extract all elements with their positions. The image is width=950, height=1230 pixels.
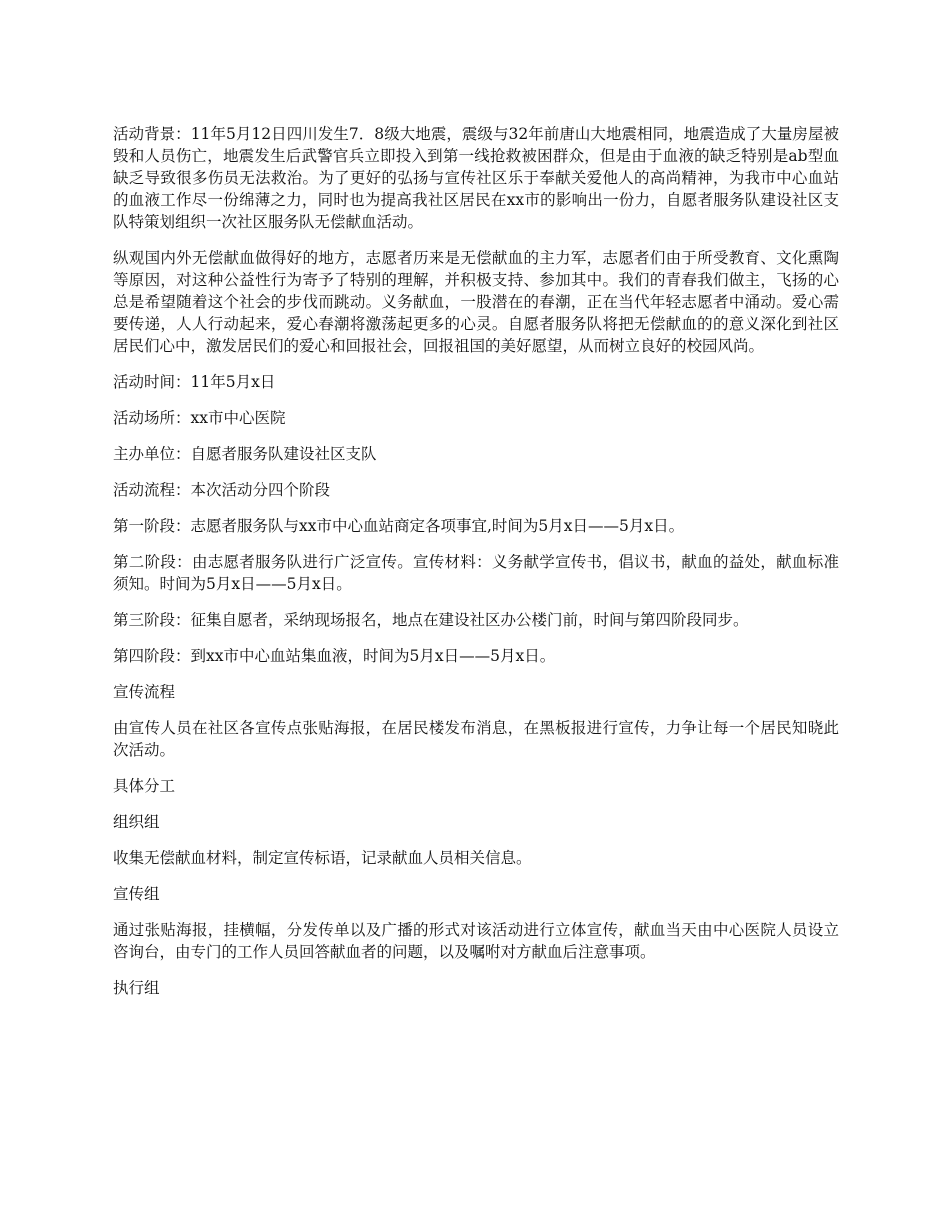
- paragraph-stage-3: 第三阶段：征集自愿者，采纳现场报名，地点在建设社区办公楼门前，时间与第四阶段同步。: [113, 611, 749, 629]
- document-body: [113, 123, 839, 1013]
- heading-division-of-work: 具体分工: [113, 777, 176, 795]
- paragraph-organizer: 主办单位：自愿者服务队建设社区支队: [113, 445, 377, 463]
- paragraph-publicity-group: 通过张贴海报，挂横幅，分发传单以及广播的形式对该活动进行立体宣传，献血当天由中心医院人员设立咨询台，由专门的工作人员回答献血者的问题，以及嘱咐对方献血后注意事项。: [113, 921, 839, 961]
- paragraph-activity-time: 活动时间：11年5月x日: [113, 373, 276, 391]
- paragraph-activity-venue: 活动场所：xx市中心医院: [113, 409, 286, 427]
- heading-publicity-group: 宣传组: [113, 885, 160, 903]
- paragraph-stage-4: 第四阶段：到xx市中心血站集血液，时间为5月x日——5月x日。: [113, 647, 556, 665]
- paragraph-stage-2: 第二阶段：由志愿者服务队进行广泛宣传。宣传材料：义务献学宣传书，倡议书，献血的益处，献血标准须知。时间为5月x日——5月x日。: [113, 553, 839, 593]
- heading-organizing-group: 组织组: [113, 813, 160, 831]
- heading-execution-group: 执行组: [113, 979, 160, 997]
- paragraph-stage-1: 第一阶段：志愿者服务队与xx市中心血站商定各项事宜,时间为5月x日——5月x日。: [113, 517, 685, 535]
- paragraph-background: 活动背景：11年5月12日四川发生7．8级大地震，震级与32年前唐山大地震相同，地震造成了大量房屋被毁和人员伤亡，地震发生后武警官兵立即投入到第一线抢救被困群众，但是由于血液的缺乏特别是ab型血缺乏导致很多伤员无法救治。为了更好的弘扬与宣传社区乐于奉献关爱他人的高尚精神，为我市中心血站的血液工作尽一份绵薄之力，同时也为提高我社区居民在xx市的影响出一份力，自愿者服务队建设社区支队特策划组织一次社区服务队无偿献血活动。: [113, 125, 839, 231]
- heading-publicity-process: 宣传流程: [113, 683, 176, 701]
- paragraph-overview: 纵观国内外无偿献血做得好的地方，志愿者历来是无偿献血的主力军，志愿者们由于所受教育、文化熏陶等原因，对这种公益性行为寄予了特别的理解，并积极支持、参加其中。我们的青春我们做主，飞扬的心总是希望随着这个社会的步伐而跳动。义务献血，一股潜在的春潮，正在当代年轻志愿者中涌动。爱心需要传递，人人行动起来，爱心春潮将激荡起更多的心灵。自愿者服务队将把无偿献血的的意义深化到社区居民们心中，激发居民们的爱心和回报社会，回报祖国的美好愿望，从而树立良好的校园风尚。: [113, 249, 839, 355]
- paragraph-publicity-process: 由宣传人员在社区各宣传点张贴海报，在居民楼发布消息，在黑板报进行宣传，力争让每一个居民知晓此次活动。: [113, 719, 839, 759]
- paragraph-process: 活动流程：本次活动分四个阶段: [113, 481, 331, 499]
- paragraph-organizing-group: 收集无偿献血材料，制定宣传标语，记录献血人员相关信息。: [113, 849, 532, 867]
